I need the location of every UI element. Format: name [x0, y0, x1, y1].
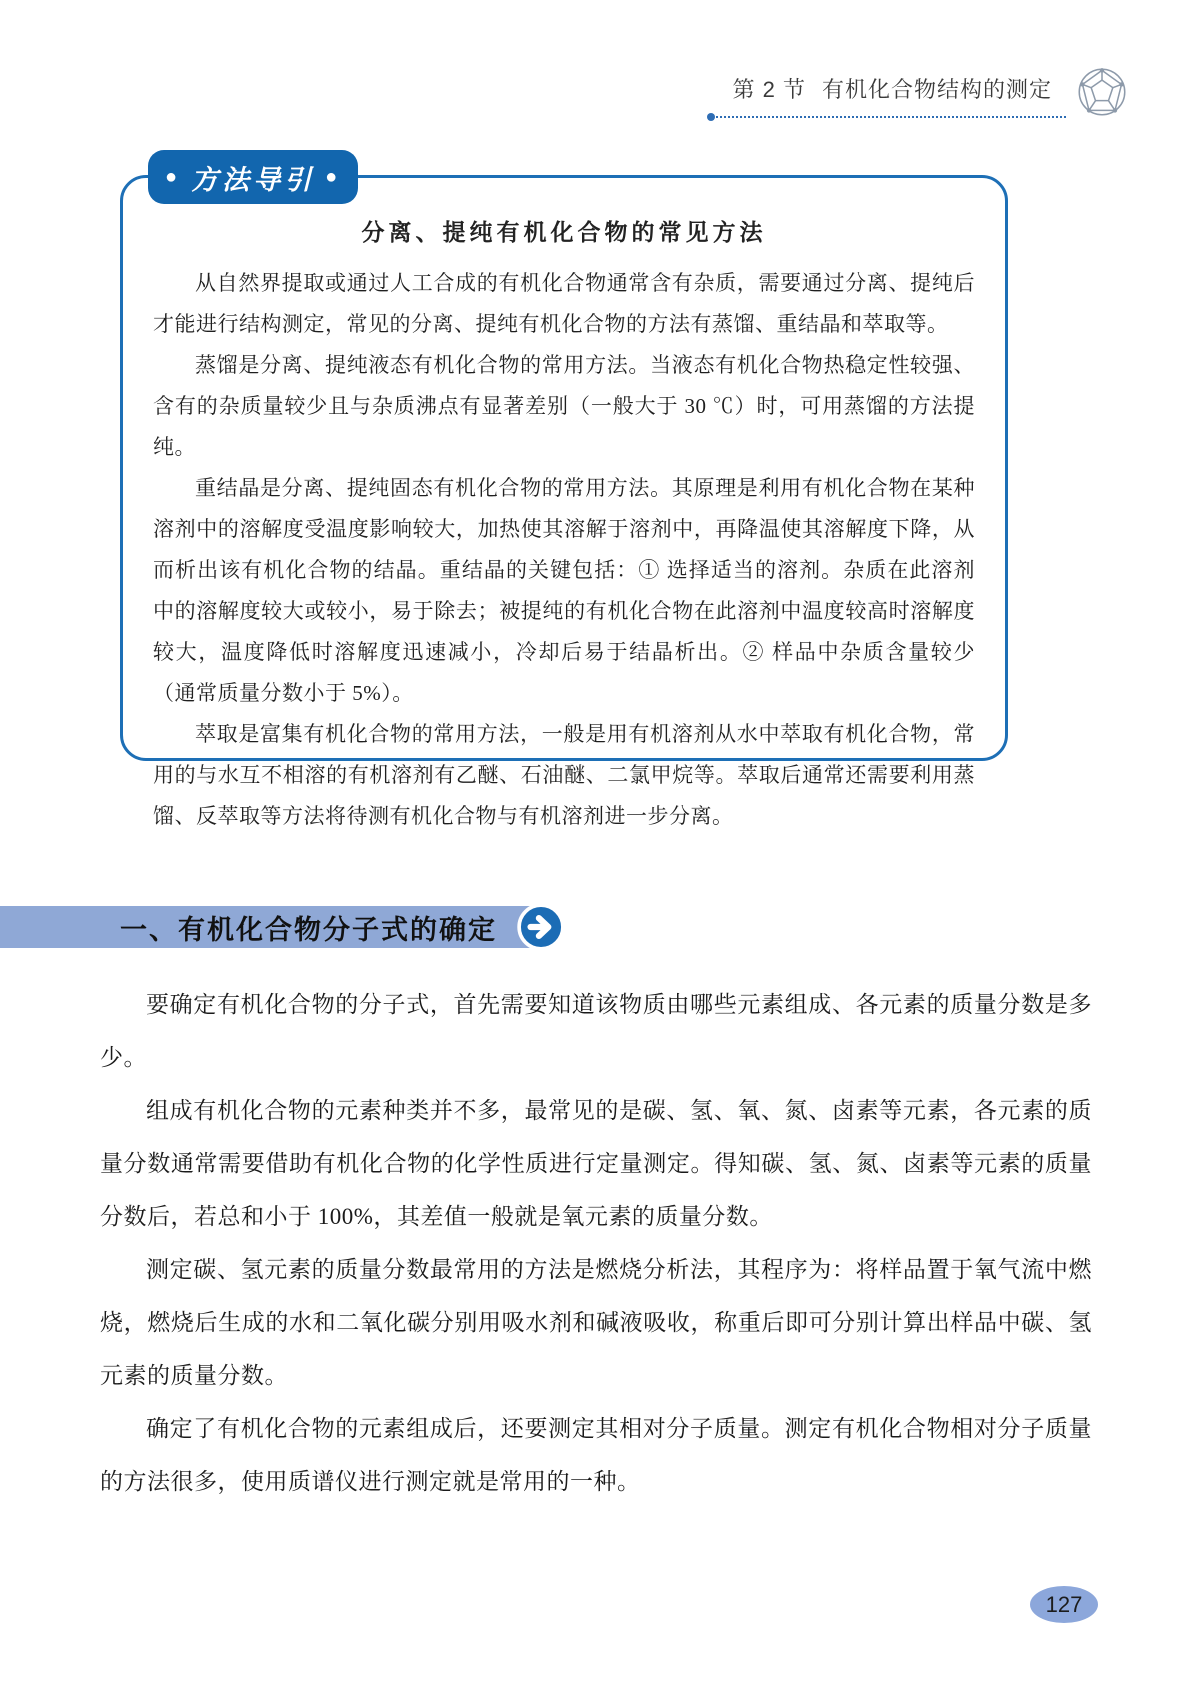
- method-paragraph: 从自然界提取或通过人工合成的有机化合物通常含有杂质，需要通过分离、提纯后才能进行结构测定，常见的分离、提纯有机化合物的方法有蒸馏、重结晶和萃取等。: [153, 271, 975, 336]
- pill-left-dot: ●: [165, 165, 182, 188]
- method-guide-content: [123, 178, 1005, 837]
- chapter-header: [711, 73, 1066, 118]
- section-number: 第 2 节: [732, 76, 806, 102]
- section-title: 有机化合物结构的测定: [821, 76, 1052, 102]
- body-paragraph: 确定了有机化合物的元素组成后，还要测定其相对分子质量。测定有机化合物相对分子质量的方法很多，使用质谱仪进行测定就是常用的一种。: [100, 1416, 1092, 1494]
- arrow-right-icon: [516, 902, 566, 952]
- section-heading: 一、有机化合物分子式的确定: [120, 914, 497, 945]
- page-number-badge: [1030, 1586, 1098, 1623]
- method-paragraph: 萃取是富集有机化合物的常用方法，一般是用有机溶剂从水中萃取有机化合物，常用的与水互不相溶的有机溶剂有乙醚、石油醚、二氯甲烷等。萃取后通常还需要利用蒸馏、反萃取等方法将待测有机化合物与有机溶剂进一步分离。: [153, 722, 975, 828]
- body-paragraph: 测定碳、氢元素的质量分数最常用的方法是燃烧分析法，其程序为：将样品置于氧气流中燃烧，燃烧后生成的水和二氧化碳分别用吸水剂和碱液吸收，称重后即可分别计算出样品中碳、氢元素的质量分数。: [100, 1257, 1092, 1388]
- method-guide-pill: [149, 151, 357, 203]
- page-number: 127: [1045, 1591, 1083, 1617]
- method-paragraph: 蒸馏是分离、提纯液态有机化合物的常用方法。当液态有机化合物热稳定性较强、含有的杂质量较少且与杂质沸点有显著差别（一般大于 30 ℃）时，可用蒸馏的方法提纯。: [153, 353, 975, 459]
- fullerene-molecule-icon: [1076, 66, 1128, 118]
- method-guide-box: [120, 164, 1008, 828]
- pill-right-dot: ●: [325, 165, 342, 188]
- method-guide-label: 方法导引: [191, 164, 316, 195]
- method-paragraph: 重结晶是分离、提纯固态有机化合物的常用方法。其原理是利用有机化合物在某种溶剂中的溶解度受温度影响较大，加热使其溶解于溶剂中，再降温使其溶解度下降，从而析出该有机化合物的结晶。重结晶的关键包括：① 选择适当的溶剂。杂质在此溶剂中的溶解度较大或较小，易于除去；被提纯的有机化合物在此溶剂中温度较高时溶解度较大，温度降低时溶解度迅速减小，冷却后易于结晶析出。② 样品中杂质含量较少（通常质量分数小于 5%）。: [153, 476, 975, 705]
- body-paragraph: 要确定有机化合物的分子式，首先需要知道该物质由哪些元素组成、各元素的质量分数是多少。: [100, 992, 1092, 1070]
- body-paragraph: 组成有机化合物的元素种类并不多，最常见的是碳、氢、氧、氮、卤素等元素，各元素的质量分数通常需要借助有机化合物的化学性质进行定量测定。得知碳、氢、氮、卤素等元素的质量分数后，若总和小于 100%，其差值一般就是氧元素的质量分数。: [100, 1098, 1092, 1229]
- dotted-line-start-dot: [707, 113, 715, 121]
- method-box-title: 分离、提纯有机化合物的常见方法: [361, 220, 767, 245]
- section-heading-band: [0, 906, 552, 948]
- section-body: [100, 978, 1092, 1508]
- page-header: [711, 66, 1128, 124]
